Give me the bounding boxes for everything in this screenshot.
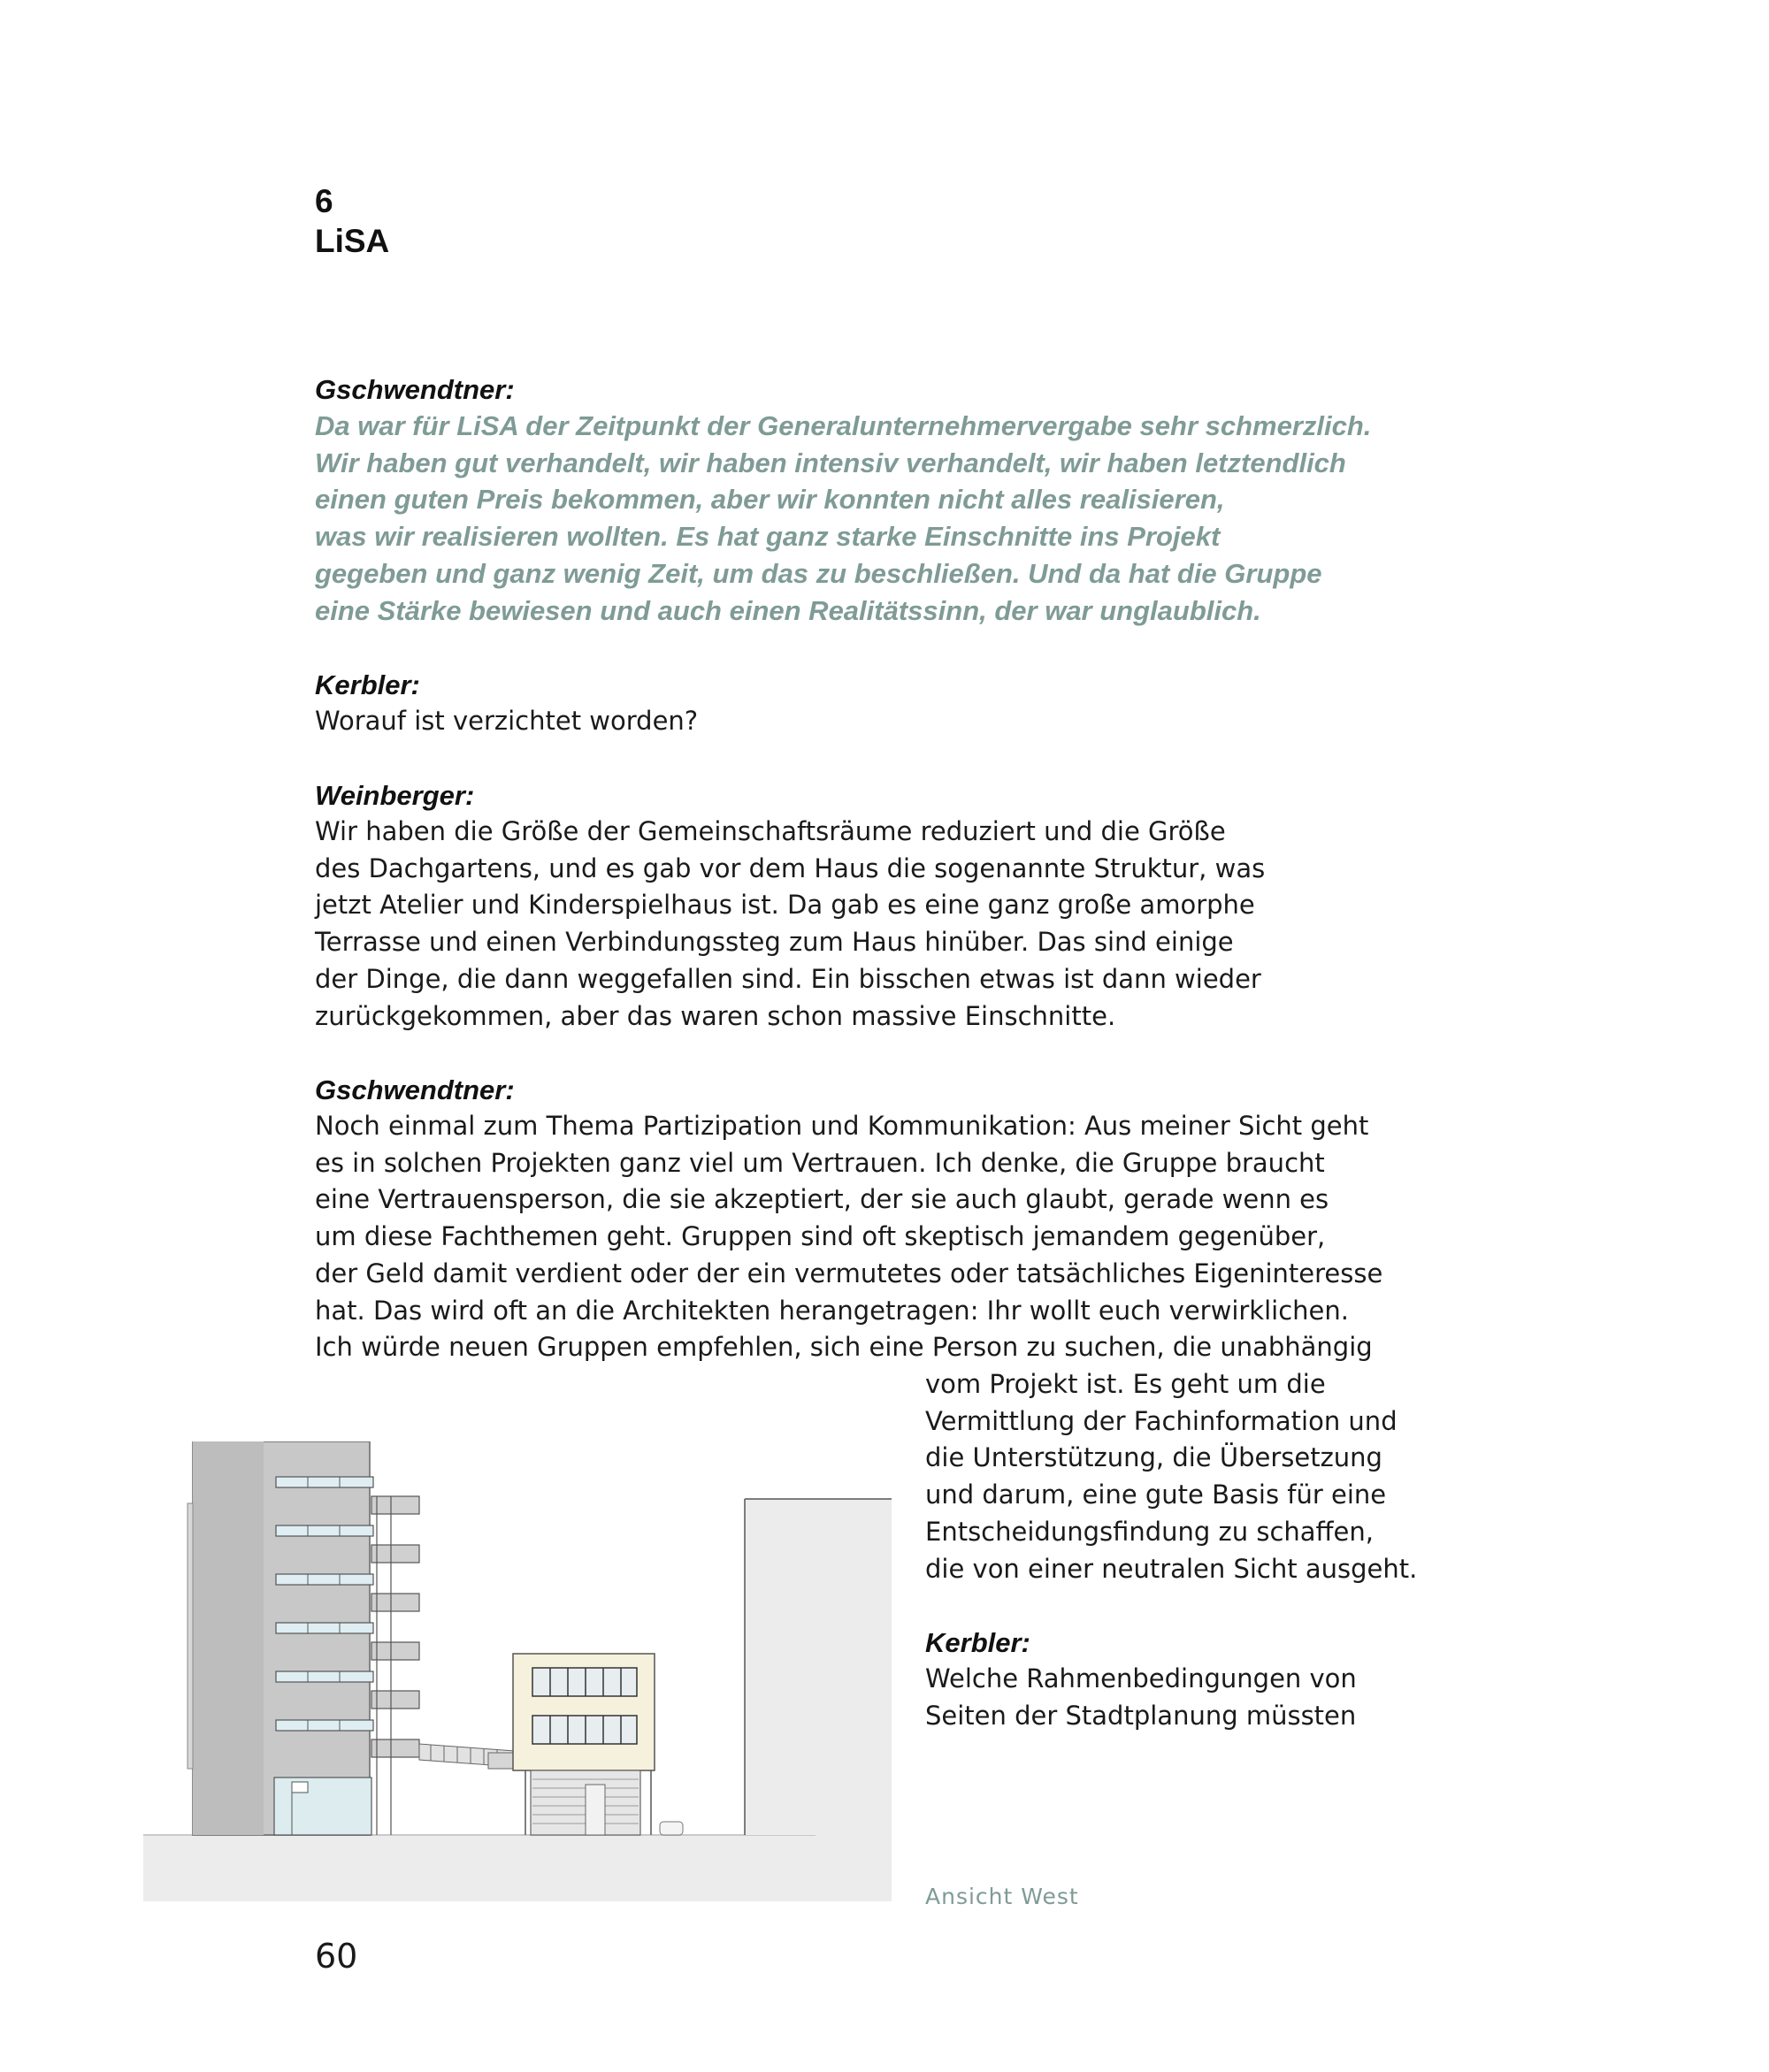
chapter-number: 6 xyxy=(315,183,333,219)
text-line: jetzt Atelier und Kinderspielhaus ist. Da gab es eine ganz große amorphe xyxy=(315,890,1255,921)
text-line: Ich würde neuen Gruppen empfehlen, sich eine Person zu suchen, die unabhängig xyxy=(315,1332,1373,1363)
text-line: der Dinge, die dann weggefallen sind. Ein bisschen etwas ist dann wieder xyxy=(315,963,1261,994)
text-line: die Unterstützung, die Übersetzung xyxy=(925,1442,1382,1473)
speaker-name: Kerbler: xyxy=(925,1627,1030,1658)
speaker-name: Weinberger: xyxy=(315,780,475,811)
text-line: was wir realisieren wollten. Es hat ganz starke Einschnitte ins Projekt xyxy=(315,521,1221,553)
text-line: Entscheidungsfindung zu schaffen, xyxy=(925,1516,1374,1547)
text-line: einen guten Preis bekommen, aber wir konnten nicht alles realisieren, xyxy=(315,484,1225,516)
text-line: Welche Rahmenbedingungen von xyxy=(925,1663,1357,1694)
text-line: und darum, eine gute Basis für eine xyxy=(925,1479,1387,1510)
text-line: Wir haben die Größe der Gemeinschaftsräume reduziert und die Größe xyxy=(315,816,1226,846)
atelier-building xyxy=(513,1654,683,1835)
chapter-title: LiSA xyxy=(315,223,390,259)
dialogue-kerbler-question xyxy=(315,667,1465,740)
balconies xyxy=(371,1496,419,1835)
text-line: des Dachgartens, und es gab vor dem Haus die sogenannte Struktur, was xyxy=(315,853,1266,883)
text-line: Vermittlung der Fachinformation und xyxy=(925,1405,1398,1436)
text-line: Seiten der Stadtplanung müssten xyxy=(925,1700,1357,1731)
text-line: eine Vertrauensperson, die sie akzeptiert, der sie auch glaubt, gerade wenn es xyxy=(315,1184,1329,1215)
dialogue-weinberger xyxy=(315,777,1465,1035)
text-line: um diese Fachthemen geht. Gruppen sind oft skeptisch jemandem gegenüber, xyxy=(315,1221,1326,1252)
text-line: der Geld damit verdient oder der ein vermutetes oder tatsächliches Eigeninteresse xyxy=(315,1258,1383,1288)
chapter-heading xyxy=(315,181,389,261)
text-line: zurückgekommen, aber das waren schon massive Einschnitte. xyxy=(315,1000,1116,1031)
text-line: Terrasse und einen Verbindungssteg zum Haus hinüber. Das sind einige xyxy=(315,927,1234,958)
dialogue-gschwendtner-quote xyxy=(315,371,1465,629)
text-line: Da war für LiSA der Zeitpunkt der Generalunternehmervergabe sehr schmerzlich. xyxy=(315,410,1372,441)
dialogue-kerbler xyxy=(925,1625,1474,1734)
page-number: 60 xyxy=(315,1937,358,1976)
connecting-bridge xyxy=(419,1744,515,1769)
speaker-name: Gschwendtner: xyxy=(315,374,515,405)
text-line: vom Projekt ist. Es geht um die xyxy=(925,1369,1326,1399)
speaker-name: Kerbler: xyxy=(315,669,420,700)
text-line: Worauf ist verzichtet worden? xyxy=(315,706,699,736)
figure-caption: Ansicht West xyxy=(925,1884,1079,1909)
ground xyxy=(143,1835,892,1901)
tall-building xyxy=(188,1441,373,1835)
text-line: gegeben und ganz wenig Zeit, um das zu beschließen. Und da hat die Gruppe xyxy=(315,557,1322,589)
right-building xyxy=(745,1499,892,1835)
dialogue-gschwendtner xyxy=(315,1072,1465,1366)
text-line: es in solchen Projekten ganz viel um Vertrauen. Ich denke, die Gruppe braucht xyxy=(315,1147,1325,1178)
dialogue-gschwendtner-continued xyxy=(925,1366,1474,1587)
text-line: die von einer neutralen Sicht ausgeht. xyxy=(925,1553,1418,1584)
text-line: hat. Das wird oft an die Architekten herangetragen: Ihr wollt euch verwirklichen. xyxy=(315,1295,1349,1326)
text-line: Wir haben gut verhandelt, wir haben intensiv verhandelt, wir haben letztendlich xyxy=(315,447,1346,478)
text-line: eine Stärke bewiesen und auch einen Realitätssinn, der war unglaublich. xyxy=(315,594,1261,626)
text-line: Noch einmal zum Thema Partizipation und Kommunikation: Aus meiner Sicht geht xyxy=(315,1111,1369,1141)
speaker-name: Gschwendtner: xyxy=(315,1074,515,1105)
elevation-drawing xyxy=(143,1441,892,1901)
